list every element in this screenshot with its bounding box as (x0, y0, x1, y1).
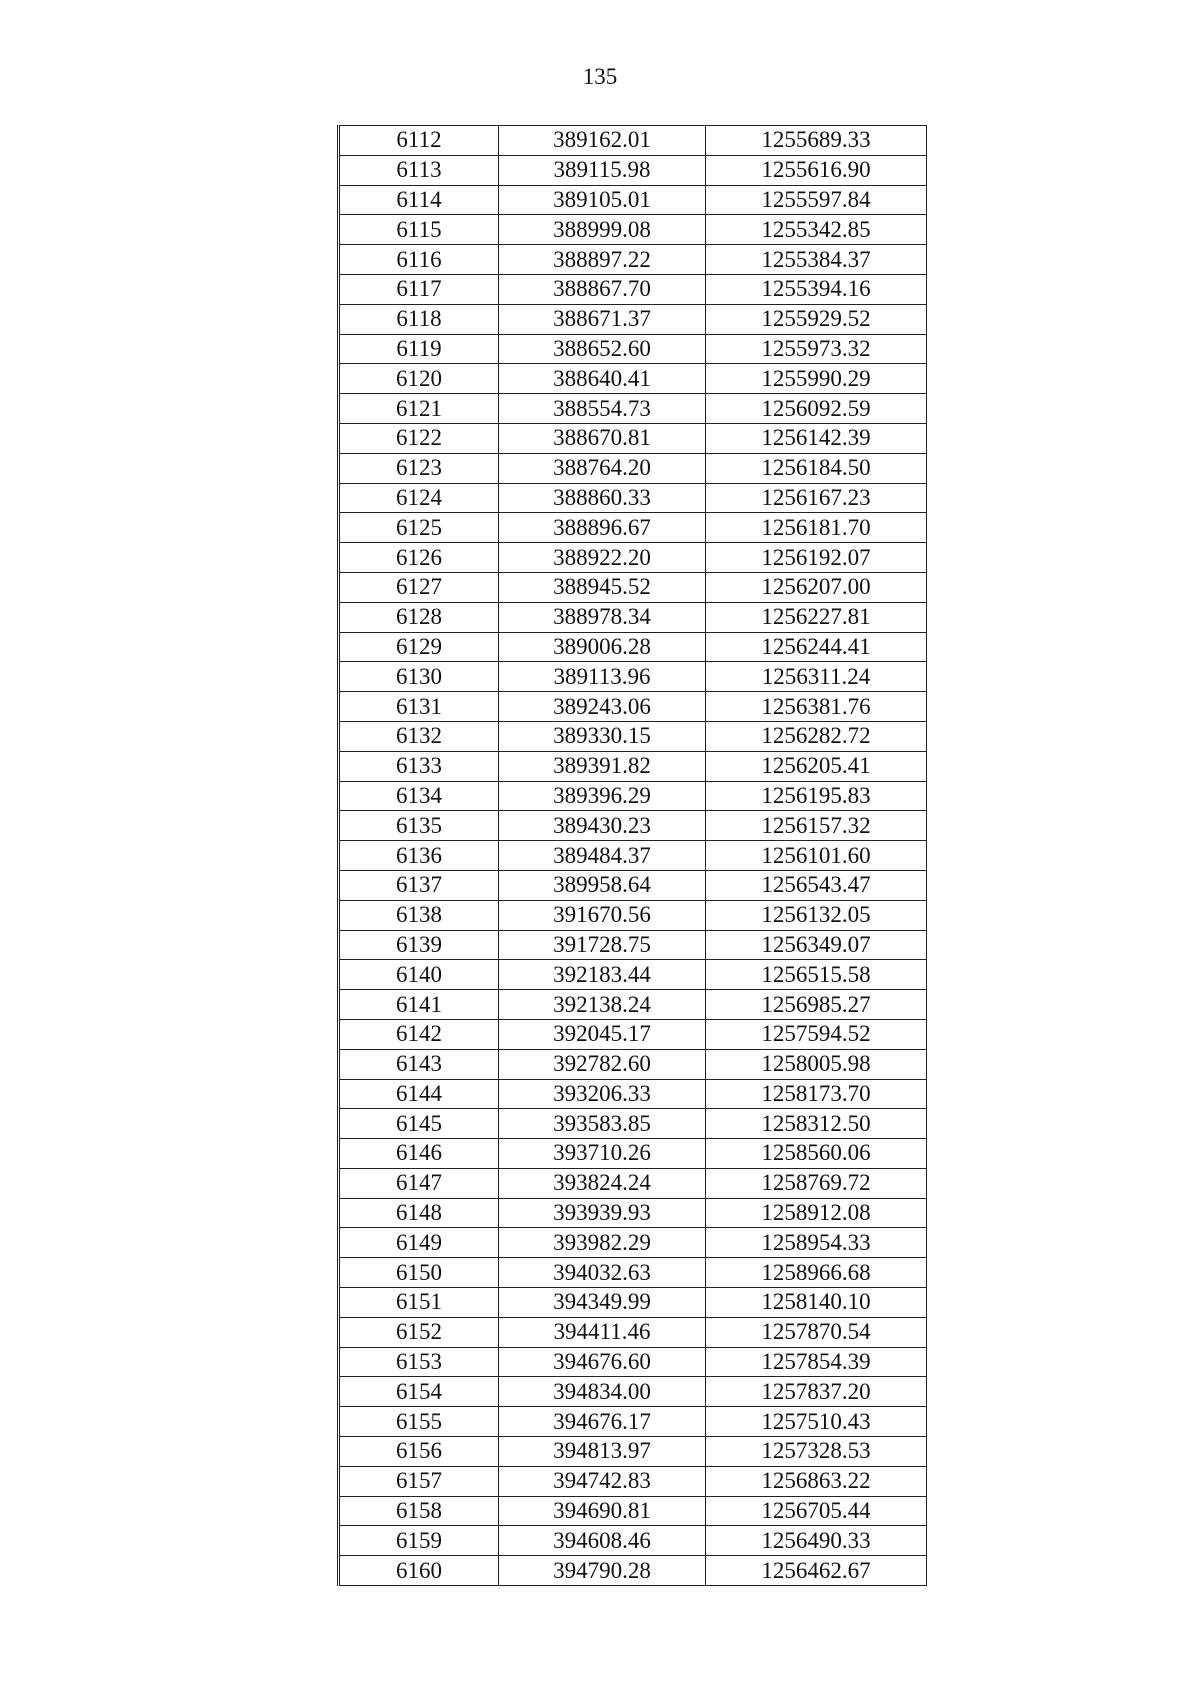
point-number-cell: 6124 (339, 483, 499, 513)
y-coordinate-cell: 1256244.41 (706, 632, 927, 662)
y-coordinate-cell: 1255394.16 (706, 274, 927, 304)
table-row (339, 1258, 927, 1288)
x-coordinate-cell: 388640.41 (499, 364, 706, 394)
table-row (339, 1139, 927, 1169)
point-number-cell: 6115 (339, 215, 499, 245)
y-coordinate-cell: 1256282.72 (706, 721, 927, 751)
x-coordinate-cell: 389105.01 (499, 185, 706, 215)
table-row (339, 632, 927, 662)
point-number-cell: 6154 (339, 1377, 499, 1407)
point-number-cell: 6132 (339, 721, 499, 751)
x-coordinate-cell: 388652.60 (499, 334, 706, 364)
x-coordinate-cell: 392782.60 (499, 1049, 706, 1079)
x-coordinate-cell: 393939.93 (499, 1198, 706, 1228)
page-number: 135 (582, 64, 618, 89)
coordinate-table (337, 125, 927, 1586)
y-coordinate-cell: 1258560.06 (706, 1139, 927, 1169)
y-coordinate-cell: 1258966.68 (706, 1258, 927, 1288)
table-row (339, 1109, 927, 1139)
x-coordinate-cell: 392045.17 (499, 1019, 706, 1049)
x-coordinate-cell: 394349.99 (499, 1288, 706, 1318)
x-coordinate-cell: 392138.24 (499, 990, 706, 1020)
y-coordinate-cell: 1256863.22 (706, 1466, 927, 1496)
y-coordinate-cell: 1256101.60 (706, 841, 927, 871)
y-coordinate-cell: 1255384.37 (706, 245, 927, 275)
y-coordinate-cell: 1256142.39 (706, 423, 927, 453)
y-coordinate-cell: 1255990.29 (706, 364, 927, 394)
x-coordinate-cell: 388867.70 (499, 274, 706, 304)
x-coordinate-cell: 393710.26 (499, 1139, 706, 1169)
point-number-cell: 6150 (339, 1258, 499, 1288)
x-coordinate-cell: 389113.96 (499, 662, 706, 692)
point-number-cell: 6155 (339, 1407, 499, 1437)
x-coordinate-cell: 394742.83 (499, 1466, 706, 1496)
x-coordinate-cell: 391728.75 (499, 930, 706, 960)
point-number-cell: 6156 (339, 1437, 499, 1467)
y-coordinate-cell: 1255973.32 (706, 334, 927, 364)
point-number-cell: 6121 (339, 394, 499, 424)
table-row (339, 1019, 927, 1049)
point-number-cell: 6157 (339, 1466, 499, 1496)
y-coordinate-cell: 1258769.72 (706, 1168, 927, 1198)
x-coordinate-cell: 389484.37 (499, 841, 706, 871)
table-row (339, 1526, 927, 1556)
y-coordinate-cell: 1256207.00 (706, 572, 927, 602)
table-row (339, 662, 927, 692)
point-number-cell: 6134 (339, 781, 499, 811)
table-row (339, 423, 927, 453)
x-coordinate-cell: 393824.24 (499, 1168, 706, 1198)
point-number-cell: 6153 (339, 1347, 499, 1377)
y-coordinate-cell: 1256543.47 (706, 870, 927, 900)
point-number-cell: 6125 (339, 513, 499, 543)
x-coordinate-cell: 388554.73 (499, 394, 706, 424)
y-coordinate-cell: 1257837.20 (706, 1377, 927, 1407)
table-row (339, 990, 927, 1020)
table-row (339, 930, 927, 960)
y-coordinate-cell: 1257594.52 (706, 1019, 927, 1049)
x-coordinate-cell: 388897.22 (499, 245, 706, 275)
table-row (339, 185, 927, 215)
y-coordinate-cell: 1256157.32 (706, 811, 927, 841)
point-number-cell: 6126 (339, 543, 499, 573)
y-coordinate-cell: 1258005.98 (706, 1049, 927, 1079)
point-number-cell: 6152 (339, 1317, 499, 1347)
point-number-cell: 6143 (339, 1049, 499, 1079)
point-number-cell: 6123 (339, 453, 499, 483)
table-row (339, 304, 927, 334)
point-number-cell: 6127 (339, 572, 499, 602)
y-coordinate-cell: 1256311.24 (706, 662, 927, 692)
y-coordinate-cell: 1256705.44 (706, 1496, 927, 1526)
table-row (339, 215, 927, 245)
x-coordinate-cell: 393583.85 (499, 1109, 706, 1139)
table-row (339, 1496, 927, 1526)
y-coordinate-cell: 1258140.10 (706, 1288, 927, 1318)
y-coordinate-cell: 1256985.27 (706, 990, 927, 1020)
x-coordinate-cell: 388978.34 (499, 602, 706, 632)
table-row (339, 1407, 927, 1437)
table-row (339, 483, 927, 513)
table-row (339, 1288, 927, 1318)
y-coordinate-cell: 1257510.43 (706, 1407, 927, 1437)
x-coordinate-cell: 389330.15 (499, 721, 706, 751)
y-coordinate-cell: 1256490.33 (706, 1526, 927, 1556)
x-coordinate-cell: 389391.82 (499, 751, 706, 781)
point-number-cell: 6131 (339, 692, 499, 722)
table-row (339, 1347, 927, 1377)
point-number-cell: 6116 (339, 245, 499, 275)
x-coordinate-cell: 389396.29 (499, 781, 706, 811)
y-coordinate-cell: 1257328.53 (706, 1437, 927, 1467)
y-coordinate-cell: 1255616.90 (706, 155, 927, 185)
table-row (339, 334, 927, 364)
table-row (339, 1377, 927, 1407)
x-coordinate-cell: 389115.98 (499, 155, 706, 185)
point-number-cell: 6139 (339, 930, 499, 960)
point-number-cell: 6141 (339, 990, 499, 1020)
point-number-cell: 6149 (339, 1228, 499, 1258)
y-coordinate-cell: 1256181.70 (706, 513, 927, 543)
table-row (339, 274, 927, 304)
table-row (339, 1079, 927, 1109)
point-number-cell: 6118 (339, 304, 499, 334)
x-coordinate-cell: 394690.81 (499, 1496, 706, 1526)
y-coordinate-cell: 1256192.07 (706, 543, 927, 573)
point-number-cell: 6117 (339, 274, 499, 304)
x-coordinate-cell: 394813.97 (499, 1437, 706, 1467)
y-coordinate-cell: 1256205.41 (706, 751, 927, 781)
point-number-cell: 6112 (339, 126, 499, 156)
point-number-cell: 6133 (339, 751, 499, 781)
table-row (339, 1228, 927, 1258)
y-coordinate-cell: 1255597.84 (706, 185, 927, 215)
table-row (339, 1556, 927, 1586)
table-row (339, 453, 927, 483)
x-coordinate-cell: 388671.37 (499, 304, 706, 334)
table-row (339, 245, 927, 275)
x-coordinate-cell: 392183.44 (499, 960, 706, 990)
table-row (339, 1437, 927, 1467)
x-coordinate-cell: 389006.28 (499, 632, 706, 662)
y-coordinate-cell: 1256195.83 (706, 781, 927, 811)
point-number-cell: 6144 (339, 1079, 499, 1109)
x-coordinate-cell: 388945.52 (499, 572, 706, 602)
table-row (339, 364, 927, 394)
point-number-cell: 6158 (339, 1496, 499, 1526)
point-number-cell: 6151 (339, 1288, 499, 1318)
table-row (339, 870, 927, 900)
x-coordinate-cell: 388999.08 (499, 215, 706, 245)
table-row (339, 1168, 927, 1198)
x-coordinate-cell: 394834.00 (499, 1377, 706, 1407)
x-coordinate-cell: 393206.33 (499, 1079, 706, 1109)
x-coordinate-cell: 394676.17 (499, 1407, 706, 1437)
y-coordinate-cell: 1258912.08 (706, 1198, 927, 1228)
point-number-cell: 6129 (339, 632, 499, 662)
point-number-cell: 6119 (339, 334, 499, 364)
point-number-cell: 6145 (339, 1109, 499, 1139)
x-coordinate-cell: 394032.63 (499, 1258, 706, 1288)
table-row (339, 1198, 927, 1228)
table-row (339, 692, 927, 722)
x-coordinate-cell: 394676.60 (499, 1347, 706, 1377)
point-number-cell: 6160 (339, 1556, 499, 1586)
x-coordinate-cell: 388922.20 (499, 543, 706, 573)
y-coordinate-cell: 1256167.23 (706, 483, 927, 513)
point-number-cell: 6138 (339, 900, 499, 930)
point-number-cell: 6136 (339, 841, 499, 871)
point-number-cell: 6148 (339, 1198, 499, 1228)
x-coordinate-cell: 394790.28 (499, 1556, 706, 1586)
x-coordinate-cell: 393982.29 (499, 1228, 706, 1258)
table-row (339, 394, 927, 424)
table-row (339, 1466, 927, 1496)
y-coordinate-cell: 1256349.07 (706, 930, 927, 960)
y-coordinate-cell: 1256227.81 (706, 602, 927, 632)
table-row (339, 960, 927, 990)
x-coordinate-cell: 389958.64 (499, 870, 706, 900)
table-row (339, 721, 927, 751)
point-number-cell: 6140 (339, 960, 499, 990)
table-row (339, 155, 927, 185)
point-number-cell: 6130 (339, 662, 499, 692)
point-number-cell: 6142 (339, 1019, 499, 1049)
point-number-cell: 6147 (339, 1168, 499, 1198)
y-coordinate-cell: 1257870.54 (706, 1317, 927, 1347)
point-number-cell: 6114 (339, 185, 499, 215)
table-row (339, 572, 927, 602)
y-coordinate-cell: 1256092.59 (706, 394, 927, 424)
point-number-cell: 6146 (339, 1139, 499, 1169)
point-number-cell: 6135 (339, 811, 499, 841)
x-coordinate-cell: 388896.67 (499, 513, 706, 543)
y-coordinate-cell: 1256515.58 (706, 960, 927, 990)
x-coordinate-cell: 388860.33 (499, 483, 706, 513)
y-coordinate-cell: 1258312.50 (706, 1109, 927, 1139)
y-coordinate-cell: 1255689.33 (706, 126, 927, 156)
y-coordinate-cell: 1258173.70 (706, 1079, 927, 1109)
point-number-cell: 6128 (339, 602, 499, 632)
table-row (339, 781, 927, 811)
y-coordinate-cell: 1256132.05 (706, 900, 927, 930)
x-coordinate-cell: 391670.56 (499, 900, 706, 930)
point-number-cell: 6137 (339, 870, 499, 900)
point-number-cell: 6113 (339, 155, 499, 185)
y-coordinate-cell: 1256462.67 (706, 1556, 927, 1586)
x-coordinate-cell: 388670.81 (499, 423, 706, 453)
x-coordinate-cell: 388764.20 (499, 453, 706, 483)
point-number-cell: 6159 (339, 1526, 499, 1556)
x-coordinate-cell: 394411.46 (499, 1317, 706, 1347)
table-row (339, 602, 927, 632)
point-number-cell: 6120 (339, 364, 499, 394)
point-number-cell: 6122 (339, 423, 499, 453)
y-coordinate-cell: 1255342.85 (706, 215, 927, 245)
table-row (339, 841, 927, 871)
table-row (339, 900, 927, 930)
table-row (339, 513, 927, 543)
x-coordinate-cell: 394608.46 (499, 1526, 706, 1556)
y-coordinate-cell: 1256381.76 (706, 692, 927, 722)
y-coordinate-cell: 1255929.52 (706, 304, 927, 334)
table-row (339, 126, 927, 156)
table-row (339, 543, 927, 573)
table-row (339, 1317, 927, 1347)
x-coordinate-cell: 389162.01 (499, 126, 706, 156)
table-row (339, 1049, 927, 1079)
table-row (339, 811, 927, 841)
x-coordinate-cell: 389243.06 (499, 692, 706, 722)
y-coordinate-cell: 1257854.39 (706, 1347, 927, 1377)
y-coordinate-cell: 1256184.50 (706, 453, 927, 483)
y-coordinate-cell: 1258954.33 (706, 1228, 927, 1258)
x-coordinate-cell: 389430.23 (499, 811, 706, 841)
table-row (339, 751, 927, 781)
